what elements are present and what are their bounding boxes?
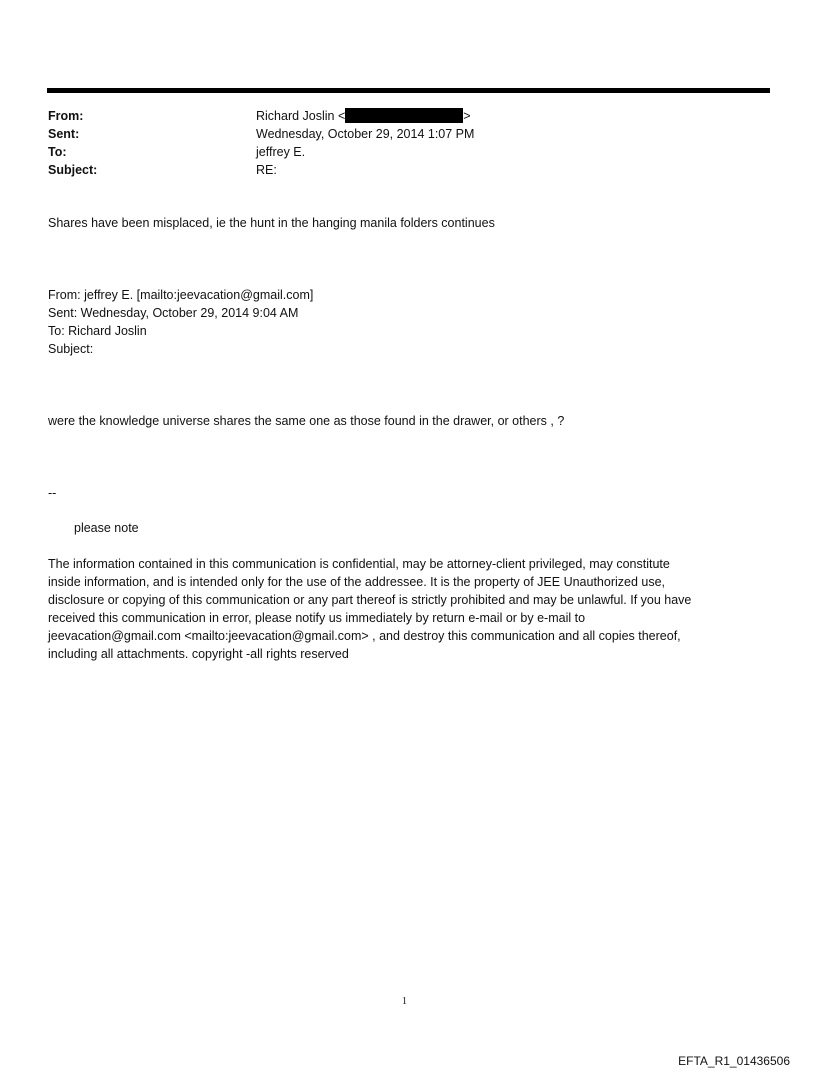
quoted-sent: Sent: Wednesday, October 29, 2014 9:04 AM xyxy=(48,306,299,320)
quoted-body: were the knowledge universe shares the same one as those found in the drawer, or others , ? xyxy=(48,414,565,428)
redaction-box xyxy=(345,108,463,123)
disclaimer-line: received this communication in error, please notify us immediately by return e-mail or by e-mail to xyxy=(48,611,586,625)
from-label: From: xyxy=(48,109,84,123)
disclaimer-line: disclosure or copying of this communication or any part thereof is strictly prohibited and may be unlawful. If you have xyxy=(48,593,692,607)
subject-label: Subject: xyxy=(48,163,98,177)
header-rule xyxy=(47,88,770,93)
signature-separator: -- xyxy=(48,486,57,500)
quoted-subject: Subject: xyxy=(48,342,94,356)
subject-value: RE: xyxy=(256,163,277,177)
confidentiality-disclaimer xyxy=(48,555,763,663)
to-value: jeffrey E. xyxy=(256,145,306,159)
from-value xyxy=(256,107,471,125)
sent-label: Sent: xyxy=(48,127,80,141)
reply-body: Shares have been misplaced, ie the hunt in the hanging manila folders continues xyxy=(48,216,495,230)
page-number: 1 xyxy=(402,996,407,1007)
document-id: EFTA_R1_01436506 xyxy=(678,1054,790,1068)
from-close: > xyxy=(463,109,471,123)
disclaimer-line: The information contained in this communication is confidential, may be attorney-client privileged, may constitute xyxy=(48,557,670,571)
to-label: To: xyxy=(48,145,67,159)
disclaimer-line: inside information, and is intended only for the use of the addressee. It is the property of JEE Unauthorized use, xyxy=(48,575,666,589)
from-name: Richard Joslin < xyxy=(256,109,346,123)
disclaimer-line: jeevacation@gmail.com <mailto:jeevacation@gmail.com> , and destroy this communication and all copies thereof, xyxy=(48,629,681,643)
sent-value: Wednesday, October 29, 2014 1:07 PM xyxy=(256,127,475,141)
quoted-from: From: jeffrey E. [mailto:jeevacation@gmail.com] xyxy=(48,288,314,302)
signature-note: please note xyxy=(74,521,139,535)
quoted-to: To: Richard Joslin xyxy=(48,324,147,338)
disclaimer-line: including all attachments. copyright -all rights reserved xyxy=(48,647,349,661)
